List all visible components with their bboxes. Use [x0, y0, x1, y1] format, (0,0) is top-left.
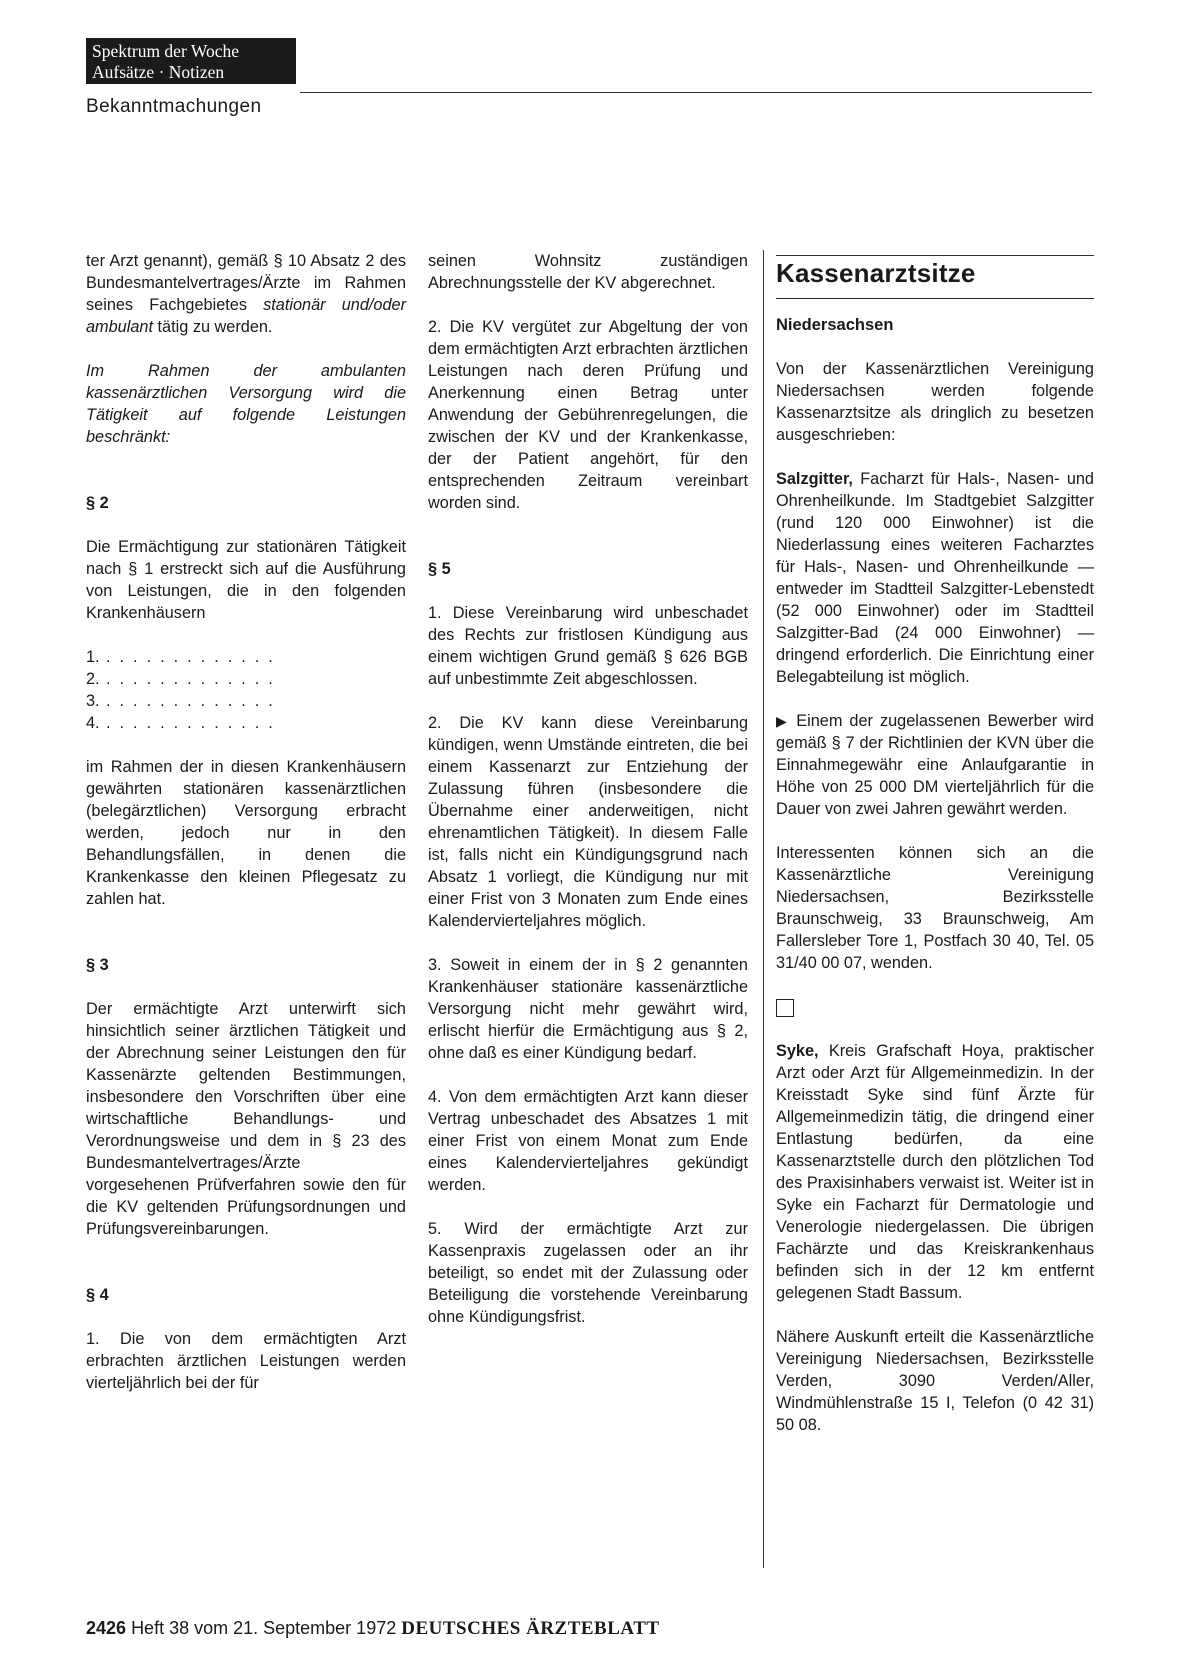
column-2	[428, 250, 748, 1328]
paragraph: seinen Wohnsitz zuständigen Abrechnungsstelle der KV abgerechnet.	[428, 252, 748, 292]
list-item	[86, 690, 406, 712]
list-number: 4.	[86, 714, 100, 732]
paragraph: 4. Von dem ermächtigten Arzt kann dieser Vertrag unbeschadet des Absatzes 1 mit einer Frist von einem Monat zum Ende eines Kalendervierteljahres gekündigt werden.	[428, 1088, 748, 1194]
list-item	[86, 646, 406, 668]
page-number: 2426	[86, 1618, 127, 1638]
section-heading: § 4	[86, 1286, 109, 1304]
listing-salzgitter	[776, 468, 1094, 688]
listing-syke	[776, 1040, 1094, 1304]
paragraph: Von der Kassenärztlichen Vereinigung Niedersachsen werden folgende Kassenarztsitze als dringlich zu besetzen ausgeschrieben:	[776, 360, 1094, 444]
issue-info: Heft 38 vom 21. September 1972	[131, 1618, 397, 1638]
text: Kreis Grafschaft Hoya, praktischer Arzt oder Arzt für Allgemeinmedizin. In der Kreisstadt Syke sind fünf Ärzte für Allgemeinmedizin tätig, die dringend einer Entlastung bedürfen, da eine Kassenarztstelle durch den plötzlichen Tod des Praxisinhabers verwaist ist. Weiter ist in Syke ein Facharzt für Dermatologie und Venerologie niedergelassen. Die übrigen Fachärzte und das Kreiskrankenhaus befinden sich in der 12 km entfernt gelegenen Stadt Bassum.	[776, 1042, 1094, 1302]
text: tätig zu werden.	[157, 318, 273, 336]
paragraph: Im Rahmen der ambulanten kassenärztlichen Versorgung wird die Tätigkeit auf folgende Leistungen beschränkt:	[86, 362, 406, 446]
paragraph: 1. Diese Vereinbarung wird unbeschadet des Rechts zur fristlosen Kündigung aus einem wichtigen Grund gemäß § 626 BGB auf unbestimmte Zeit abgeschlossen.	[428, 604, 748, 688]
masthead-line-2: Aufsätze · Notizen	[92, 62, 225, 82]
paragraph: 2. Die KV kann diese Vereinbarung kündigen, wenn Umstände eintreten, die bei einem Kassenarzt zur Entziehung der Zulassung führen (insbesondere die Übernahme einer anderweitigen, nicht ehrenamtlichen Tätigkeit). In diesem Falle ist, falls nicht ein Kündigungsgrund nach Absatz 1 vorliegt, die Kündigung nur mit einer Frist von 3 Monaten zum Ende eines Kalendervierteljahres möglich.	[428, 714, 748, 930]
box-title: Kassenarztsitze	[776, 258, 976, 288]
square-icon	[776, 999, 794, 1017]
paragraph: 5. Wird der ermächtigte Arzt zur Kassenpraxis zugelassen oder an ihr beteiligt, so endet mit der Zulassung oder Beteiligung die vorstehende Vereinbarung ohne Kündigungsfrist.	[428, 1220, 748, 1326]
listing-location: Syke,	[776, 1042, 819, 1060]
paragraph: Nähere Auskunft erteilt die Kassenärztliche Vereinigung Niedersachsen, Bezirksstelle Verden, 3090 Verden/Aller, Windmühlenstraße 15 I, Telefon (0 42 31) 50 08.	[776, 1328, 1094, 1434]
header-rule	[300, 92, 1092, 93]
list-number: 1.	[86, 648, 100, 666]
paragraph: 3. Soweit in einem der in § 2 genannten Krankenhäuser stationäre kassenärztliche Versorgung nicht mehr gewährt wird, erlischt hierfür die Ermächtigung aus § 2, ohne daß es einer Kündigung bedarf.	[428, 956, 748, 1062]
journal-name: DEUTSCHES ÄRZTEBLATT	[401, 1618, 660, 1639]
masthead-line-1: Spektrum der Woche	[92, 41, 239, 61]
title-bottom-rule	[776, 298, 1094, 299]
column-divider	[763, 250, 764, 1568]
section-heading: § 2	[86, 494, 109, 512]
column-3	[776, 314, 1094, 1436]
paragraph	[776, 710, 1094, 820]
paragraph: 2. Die KV vergütet zur Abgeltung der von dem ermächtigten Arzt erbrachten ärztlichen Leistungen nach deren Prüfung und Anerkennung einen Betrag unter Anwendung der Gebührenregelungen, die zwischen der KV und der Krankenkasse, der der Patient angehört, für den entsprechenden Zeitraum vereinbart worden sind.	[428, 318, 748, 512]
list-blank: .............	[106, 692, 282, 710]
list-blank: .............	[106, 714, 282, 732]
emphasis-text: stationär und/oder ambulant	[86, 296, 406, 336]
separator-box	[776, 996, 1094, 1018]
paragraph: Der ermächtigte Arzt unterwirft sich hinsichtlich seiner ärztlichen Tätigkeit und der Abrechnung seiner Leistungen den für Kassenärzte geltenden Bestimmungen, insbesondere den Vorschriften über eine wirtschaftliche Behandlungs- und Verordnungsweise und dem in § 23 des Bundesmantelvertrages/Ärzte vorgesehenen Prüfverfahren sowie den für die KV geltenden Prüfungsordnungen und Prüfungsvereinbarungen.	[86, 1000, 406, 1238]
list-number: 2.	[86, 670, 100, 688]
list-item	[86, 712, 406, 734]
masthead	[86, 38, 296, 84]
column-1	[86, 250, 406, 1394]
text: Einem der zugelassenen Bewerber wird gemäß § 7 der Richtlinien der KVN über die Einnahmegewähr eine Anlaufgarantie in Höhe von 25 000 DM vierteljährlich für die Dauer von zwei Jahren gewährt werden.	[776, 712, 1094, 818]
paragraph: 1. Die von dem ermächtigten Arzt erbrachten ärztlichen Leistungen werden vierteljährlich bei der für	[86, 1330, 406, 1392]
paragraph: Interessenten können sich an die Kassenärztliche Vereinigung Niedersachsen, Bezirksstelle Braunschweig, 33 Braunschweig, Am Fallersleber Tore 1, Postfach 30 40, Tel. 05 31/40 00 07, wenden.	[776, 844, 1094, 972]
paragraph: Die Ermächtigung zur stationären Tätigkeit nach § 1 erstreckt sich auf die Ausführung von Leistungen, die in den folgenden Krankenhäusern	[86, 538, 406, 622]
text: ter Arzt genannt), gemäß § 10 Absatz 2 des Bundesmantelvertrages/Ärzte im Rahmen seines Fachgebietes	[86, 252, 406, 314]
section-heading: § 3	[86, 956, 109, 974]
list-blank: .............	[106, 648, 282, 666]
section-heading: § 5	[428, 560, 451, 578]
paragraph: im Rahmen der in diesen Krankenhäusern gewährten stationären kassenärztlichen (belegärztlichen) Versorgung erbracht werden, jedoch nur in den Behandlungsfällen, in denen die Krankenkasse den kleinen Pflegesatz zu zahlen hat.	[86, 758, 406, 908]
section-label: Bekanntmachungen	[86, 96, 262, 117]
region-heading: Niedersachsen	[776, 316, 894, 334]
listing-location: Salzgitter,	[776, 470, 853, 488]
paragraph	[86, 250, 406, 338]
list-number: 3.	[86, 692, 100, 710]
text: Facharzt für Hals-, Nasen- und Ohrenheilkunde. Im Stadtgebiet Salzgitter (rund 120 000 Einwohner) ist die Niederlassung eines weiteren Facharztes für Hals-, Nasen- und Ohrenheilkunde — entweder im Stadtteil Salzgitter-Lebenstedt (52 000 Einwohner) oder im Stadtteil Salzgitter-Bad (24 000 Einwohner) — dringend erforderlich. Die Einrichtung einer Belegabteilung ist möglich.	[776, 470, 1094, 686]
arrow-icon: ▶	[776, 713, 790, 729]
list-blank: .............	[106, 670, 282, 688]
numbered-list	[86, 646, 406, 734]
footer	[86, 1618, 660, 1640]
list-item	[86, 668, 406, 690]
